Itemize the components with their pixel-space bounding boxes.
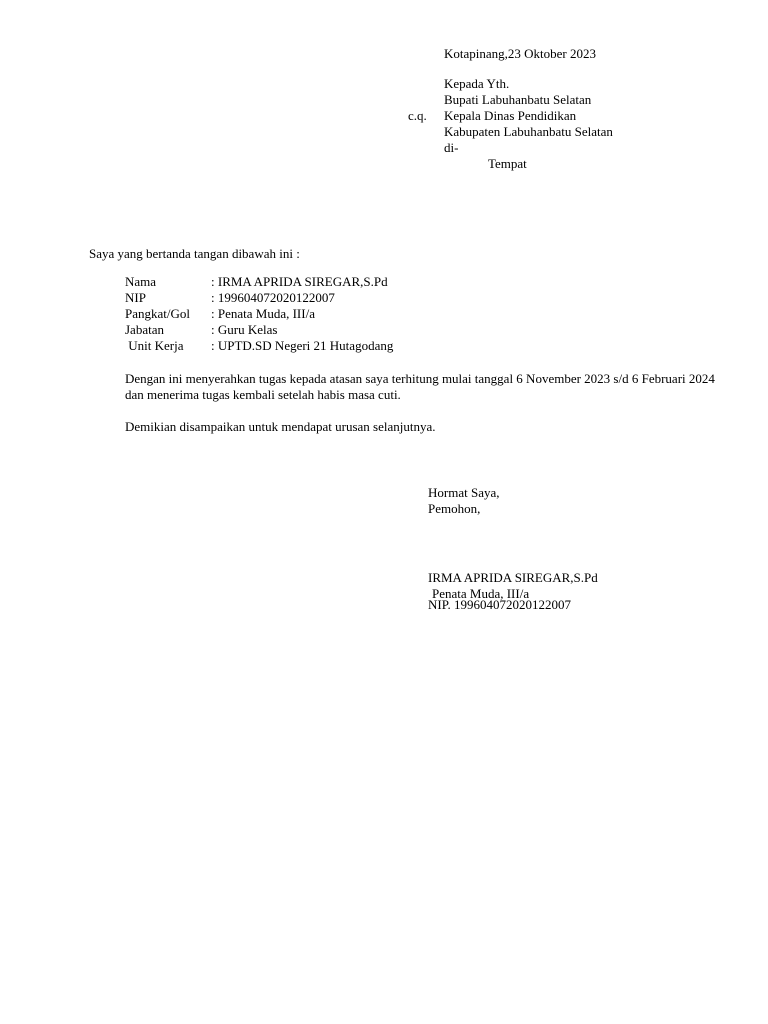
identity-label: Pangkat/Gol [125,306,190,321]
recipient-line-di: di- [444,140,459,155]
recipient-cq-label: c.q. [408,108,427,123]
signature-regards [428,485,499,517]
recipient-line-dinas: Kepala Dinas Pendidikan [444,108,577,123]
signatory-name: IRMA APRIDA SIREGAR,S.Pd [428,570,598,585]
signatory-rank: Penata Muda, III/a [432,586,530,601]
letter-place-date: Kotapinang,23 Oktober 2023 [444,46,597,61]
identity-value: : Penata Muda, III/a [211,306,315,321]
recipient-place: Tempat [488,156,527,171]
identity-label: Jabatan [125,322,164,337]
identity-value: : Guru Kelas [211,322,278,337]
identity-label: NIP [125,290,146,305]
intro-text: Saya yang bertanda tangan dibawah ini : [89,246,300,261]
identity-value: : UPTD.SD Negeri 21 Hutagodang [211,338,394,353]
recipient-salutation: Kepada Yth. [444,76,510,91]
recipient-line-kabupaten: Kabupaten Labuhanbatu Selatan [444,124,613,139]
closing-paragraph: Demikian disampaikan untuk mendapat urusan selanjutnya. [125,419,436,434]
recipient-address [444,76,613,156]
applicant-label: Pemohon, [428,501,481,516]
regards-text: Hormat Saya, [428,485,500,500]
identity-value: : 199604072020122007 [211,290,335,305]
signatory-nip: NIP. 199604072020122007 [428,597,572,612]
identity-label: Unit Kerja [125,338,184,353]
identity-label: Nama [125,274,157,289]
body-paragraph: Dengan ini menyerahkan tugas kepada atasan saya terhitung mulai tanggal 6 November 2023 s/d 6 Februari 2024 dan menerima tugas kembali setelah habis masa cuti. [125,371,715,402]
recipient-line-bupati: Bupati Labuhanbatu Selatan [444,92,592,107]
identity-value: : IRMA APRIDA SIREGAR,S.Pd [211,274,388,289]
